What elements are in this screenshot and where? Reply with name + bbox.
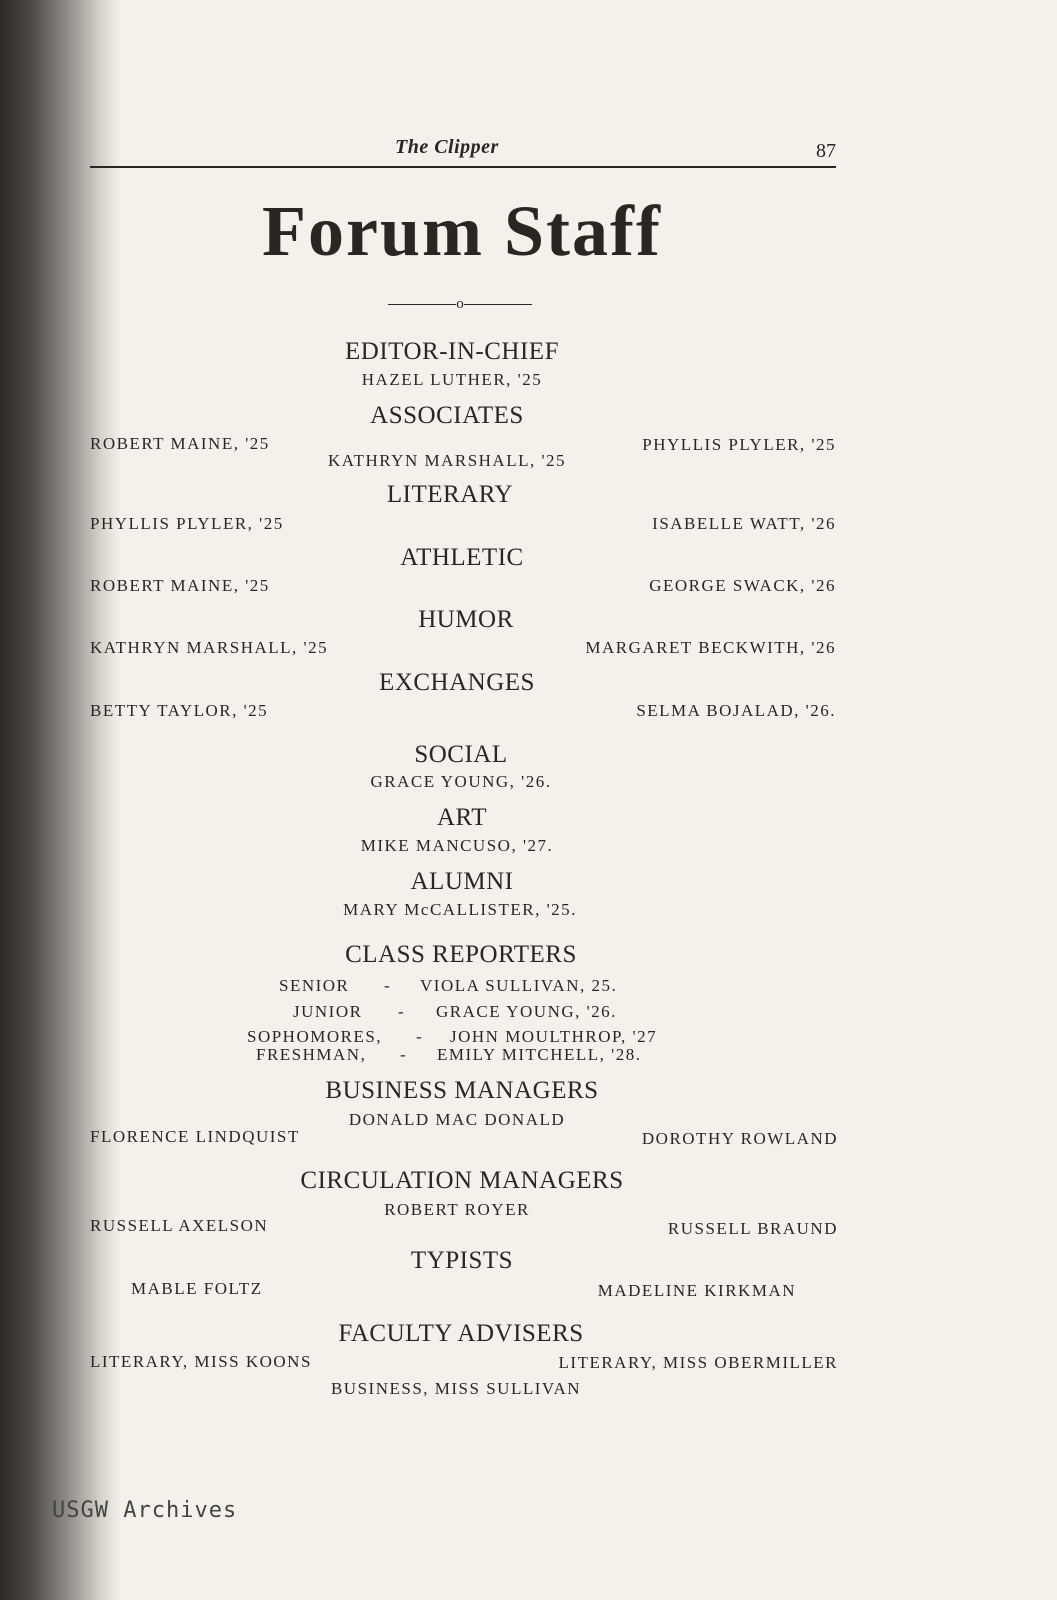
editor-heading: EDITOR-IN-CHIEF xyxy=(345,338,559,365)
class-reporters-heading: CLASS REPORTERS xyxy=(345,941,577,968)
alumni-heading: ALUMNI xyxy=(410,868,514,895)
reporter-junior-dash: - xyxy=(398,1002,406,1021)
art-heading: ART xyxy=(437,804,487,831)
circulation-center: ROBERT ROYER xyxy=(384,1200,530,1219)
typists-heading: TYPISTS xyxy=(410,1247,514,1274)
literary-right: ISABELLE WATT, '26 xyxy=(652,514,836,533)
athletic-right: GEORGE SWACK, '26 xyxy=(649,576,836,595)
associates-center: KATHRYN MARSHALL, '25 xyxy=(327,451,567,470)
faculty-heading: FACULTY ADVISERS xyxy=(338,1320,584,1347)
business-heading: BUSINESS MANAGERS xyxy=(325,1077,599,1104)
archive-watermark: USGW Archives xyxy=(52,1498,238,1523)
faculty-center: BUSINESS, MISS SULLIVAN xyxy=(330,1379,582,1398)
typists-left: MABLE FOLTZ xyxy=(131,1279,263,1298)
alumni-name: MARY McCALLISTER, '25. xyxy=(343,900,577,919)
faculty-left: LITERARY, MISS KOONS xyxy=(90,1352,312,1371)
reporter-sophomores-label: SOPHOMORES, xyxy=(247,1027,383,1046)
humor-heading: HUMOR xyxy=(418,606,514,633)
business-center: DONALD MAC DONALD xyxy=(348,1110,566,1129)
title-ornament: o xyxy=(380,296,540,313)
reporter-freshman-label: FRESHMAN, xyxy=(256,1045,367,1064)
literary-heading: LITERARY xyxy=(386,481,514,508)
athletic-heading: ATHLETIC xyxy=(400,544,524,571)
associates-right: PHYLLIS PLYLER, '25 xyxy=(642,435,836,454)
faculty-right: LITERARY, MISS OBERMILLER xyxy=(558,1353,838,1372)
reporter-freshman-dash: - xyxy=(400,1045,408,1064)
reporter-senior-dash: - xyxy=(384,976,392,995)
business-right: DOROTHY ROWLAND xyxy=(641,1129,838,1148)
running-header-title: The Clipper xyxy=(395,136,499,158)
business-left: FLORENCE LINDQUIST xyxy=(90,1127,300,1146)
humor-right: MARGARET BECKWITH, '26 xyxy=(585,638,836,657)
header-rule xyxy=(90,166,836,168)
reporter-sophomores-name: JOHN MOULTHROP, '27 xyxy=(450,1027,658,1046)
circulation-heading: CIRCULATION MANAGERS xyxy=(300,1167,624,1194)
associates-left: ROBERT MAINE, '25 xyxy=(90,434,270,453)
literary-left: PHYLLIS PLYLER, '25 xyxy=(90,514,284,533)
exchanges-right: SELMA BOJALAD, '26. xyxy=(636,701,836,720)
reporter-senior-name: VIOLA SULLIVAN, 25. xyxy=(420,976,618,995)
humor-left: KATHRYN MARSHALL, '25 xyxy=(90,638,329,657)
athletic-left: ROBERT MAINE, '25 xyxy=(90,576,270,595)
editor-name: HAZEL LUTHER, '25 xyxy=(361,370,543,389)
page-number: 87 xyxy=(816,140,836,162)
circulation-left: RUSSELL AXELSON xyxy=(90,1216,269,1235)
art-name: MIKE MANCUSO, '27. xyxy=(360,836,554,855)
reporter-freshman-name: EMILY MITCHELL, '28. xyxy=(437,1045,642,1064)
page-title: Forum Staff xyxy=(262,191,662,271)
reporter-sophomores-dash: - xyxy=(416,1027,424,1046)
exchanges-left: BETTY TAYLOR, '25 xyxy=(90,701,269,720)
reporter-senior-label: SENIOR xyxy=(279,976,350,995)
typists-right: MADELINE KIRKMAN xyxy=(597,1281,796,1300)
reporter-junior-label: JUNIOR xyxy=(293,1002,363,1021)
exchanges-heading: EXCHANGES xyxy=(379,669,535,696)
social-name: GRACE YOUNG, '26. xyxy=(370,772,552,791)
associates-heading: ASSOCIATES xyxy=(370,402,524,429)
social-heading: SOCIAL xyxy=(414,741,508,768)
reporter-junior-name: GRACE YOUNG, '26. xyxy=(436,1002,617,1021)
circulation-right: RUSSELL BRAUND xyxy=(667,1219,838,1238)
